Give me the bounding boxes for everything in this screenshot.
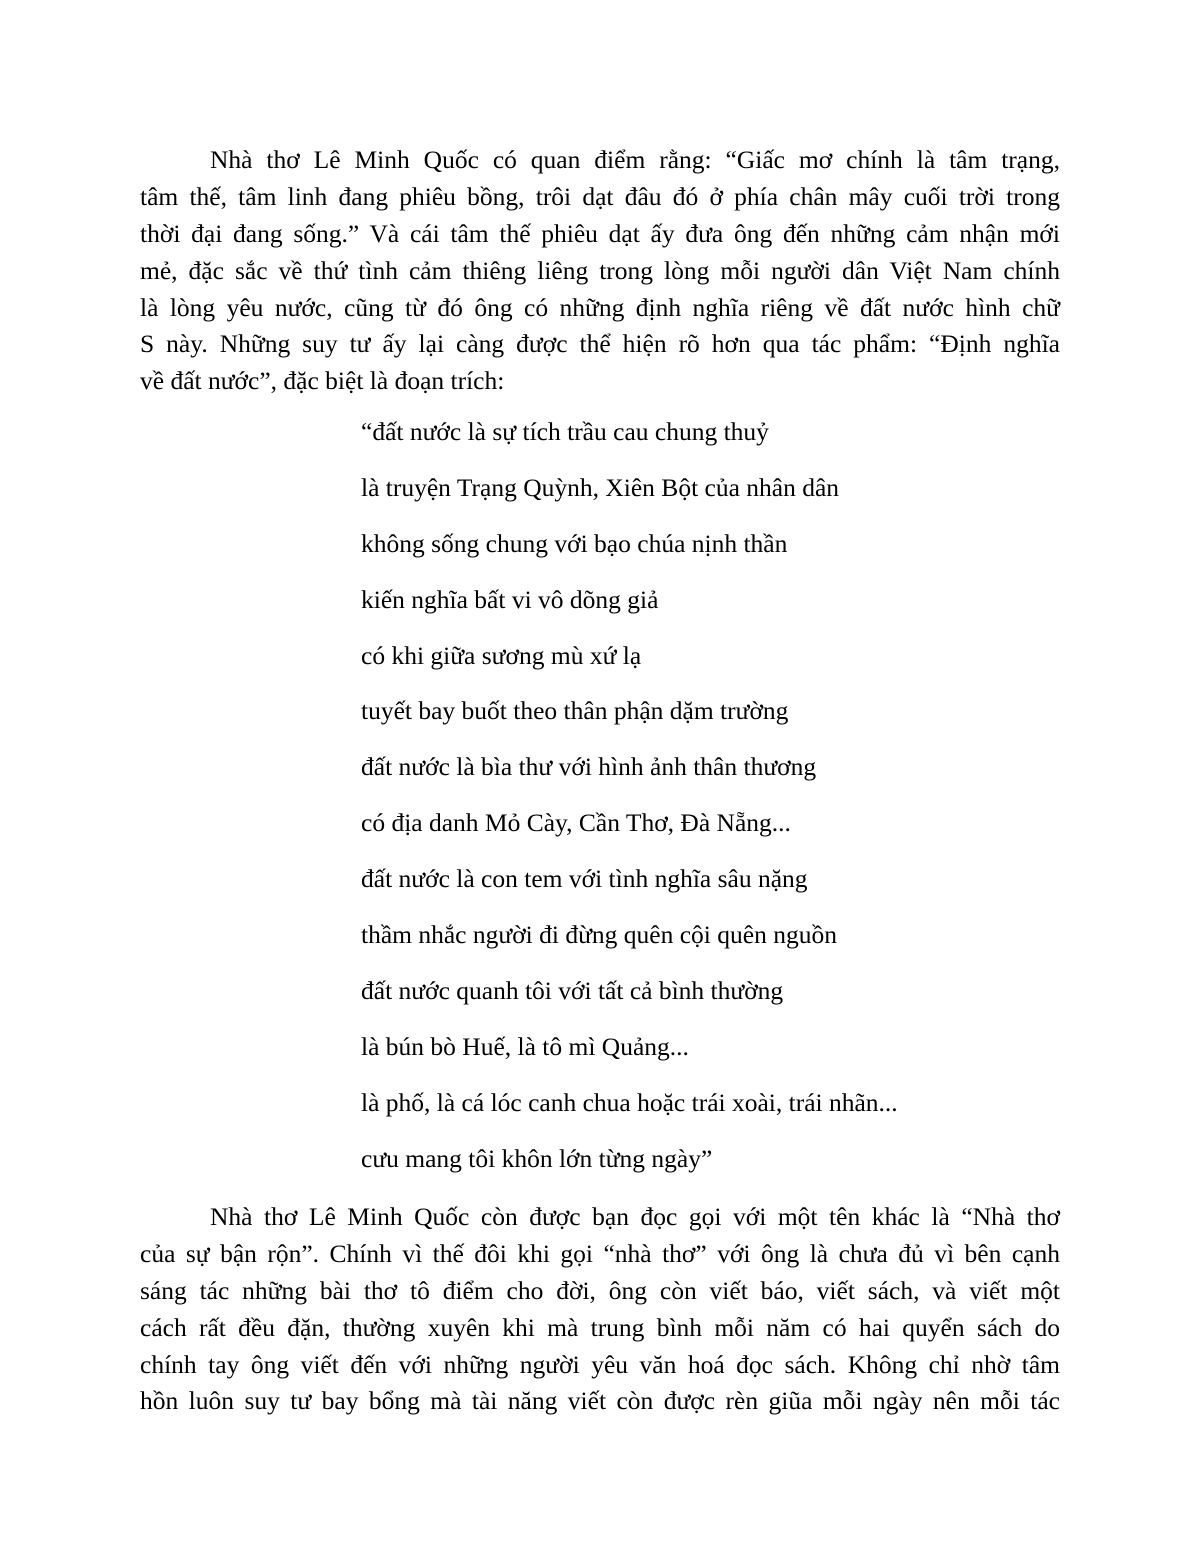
intro-paragraph bbox=[140, 142, 1060, 400]
poem-excerpt bbox=[361, 414, 1061, 1196]
paragraph-line: Nhà thơ Lê Minh Quốc còn được bạn đọc gọi với một tên khác là “Nhà thơ bbox=[210, 1202, 1060, 1231]
paragraph-line: tâm thế, tâm linh đang phiêu bồng, trôi dạt đâu đó ở phía chân mây cuối trời trong bbox=[140, 181, 1060, 211]
paragraph-line: chính tay ông viết đến với những người yêu văn hoá đọc sách. Không chỉ nhờ tâm bbox=[140, 1349, 1060, 1379]
poem-verse: là bún bò Huế, là tô mì Quảng... bbox=[361, 1031, 689, 1061]
poem-verse: kiến nghĩa bất vi vô dõng giả bbox=[361, 584, 659, 614]
paragraph-line: cách rất đều đặn, thường xuyên khi mà trung bình mỗi năm có hai quyển sách do bbox=[140, 1312, 1060, 1342]
poem-verse: “đất nước là sự tích trầu cau chung thuỷ bbox=[361, 417, 769, 446]
poem-verse: có khi giữa sương mù xứ lạ bbox=[361, 640, 642, 670]
poem-verse: là phố, là cá lóc canh chua hoặc trái xoài, trái nhãn... bbox=[361, 1087, 898, 1117]
second-paragraph bbox=[140, 1199, 1060, 1420]
poem-verse: tuyết bay buốt theo thân phận dặm trường bbox=[361, 696, 789, 726]
poem-verse: không sống chung với bạo chúa nịnh thần bbox=[361, 528, 788, 558]
paragraph-line: S này. Những suy tư ấy lại càng được thể hiện rõ hơn qua tác phẩm: “Định nghĩa bbox=[140, 329, 1060, 359]
paragraph-line: hồn luôn suy tư bay bổng mà tài năng viết còn được rèn giũa mỗi ngày nên mỗi tác bbox=[140, 1386, 1060, 1416]
poem-verse: cưu mang tôi khôn lớn từng ngày” bbox=[361, 1143, 713, 1173]
paragraph-line: thời đại đang sống.” Và cái tâm thế phiêu dạt ấy đưa ông đến những cảm nhận mới bbox=[140, 218, 1060, 248]
poem-verse: có địa danh Mỏ Cày, Cần Thơ, Đà Nẵng... bbox=[361, 808, 791, 838]
poem-verse: là truyện Trạng Quỳnh, Xiên Bột của nhân dân bbox=[361, 472, 840, 502]
paragraph-line: sáng tác những bài thơ tô điểm cho đời, ông còn viết báo, viết sách, và viết một bbox=[140, 1275, 1060, 1305]
poem-verse: đất nước là bìa thư với hình ảnh thân thương bbox=[361, 752, 817, 782]
poem-verse: thầm nhắc người đi đừng quên cội quên nguồn bbox=[361, 920, 837, 950]
poem-verse: đất nước quanh tôi với tất cả bình thường bbox=[361, 975, 784, 1005]
paragraph-line: Nhà thơ Lê Minh Quốc có quan điểm rằng: “Giấc mơ chính là tâm trạng, bbox=[210, 145, 1060, 174]
paragraph-line: của sự bận rộn”. Chính vì thế đôi khi gọi “nhà thơ” với ông là chưa đủ vì bên cạnh bbox=[140, 1238, 1060, 1268]
paragraph-line: về đất nước”, đặc biệt là đoạn trích: bbox=[140, 366, 505, 396]
paragraph-line: mẻ, đặc sắc về thứ tình cảm thiêng liêng trong lòng mỗi người dân Việt Nam chính bbox=[140, 255, 1060, 285]
poem-verse: đất nước là con tem với tình nghĩa sâu nặng bbox=[361, 864, 808, 894]
paragraph-line: là lòng yêu nước, cũng từ đó ông có những định nghĩa riêng về đất nước hình chữ bbox=[140, 292, 1060, 322]
